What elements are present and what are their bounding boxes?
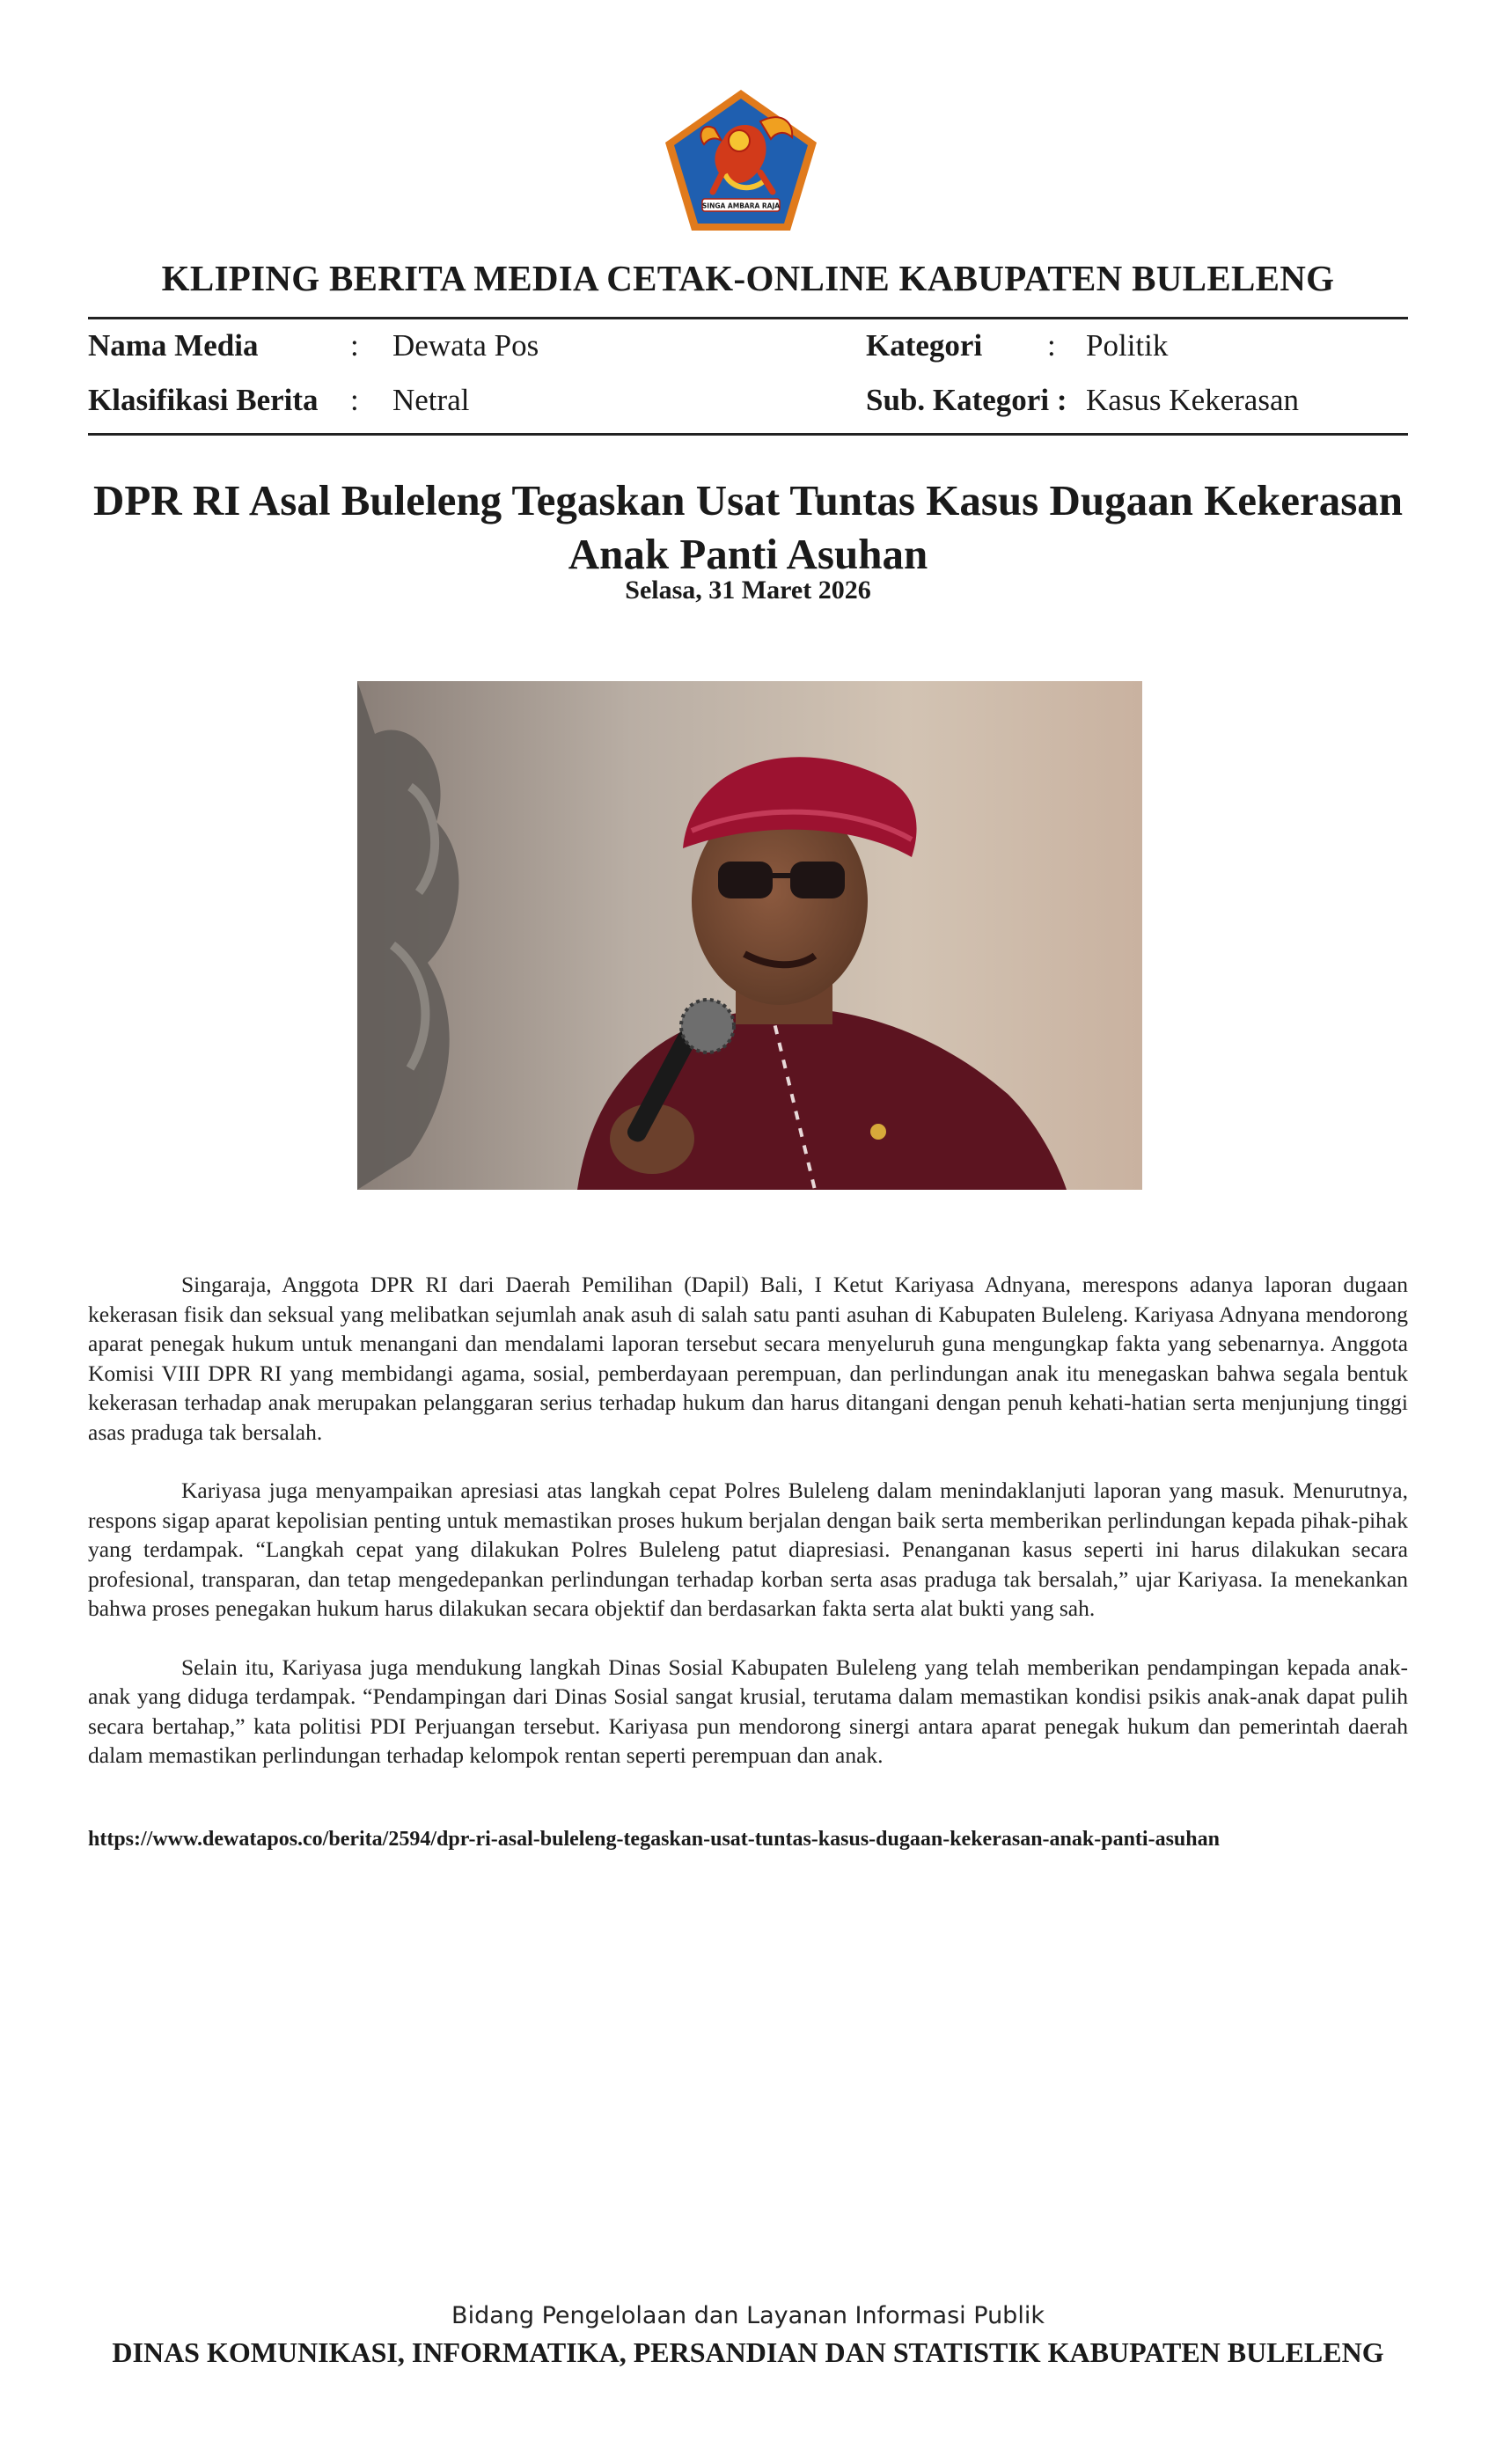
source-url-link[interactable]: https://www.dewatapos.co/berita/2594/dpr-ri-asal-buleleng-tegaskan-usat-tuntas-kasus-dugaan-kekerasan-anak-panti-asuhan [88, 1828, 1220, 1851]
article-title: DPR RI Asal Buleleng Tegaskan Usat Tuntas Kasus Dugaan Kekerasan Anak Panti Asuhan [92, 476, 1404, 578]
sep-klasifikasi: : [350, 383, 359, 417]
label-klasifikasi: Klasifikasi Berita [88, 383, 319, 417]
value-klasifikasi: Netral [392, 383, 470, 417]
article-paragraph: Singaraja, Anggota DPR RI dari Daerah Pemilihan (Dapil) Bali, I Ketut Kariyasa Adnyana, merespons adanya laporan dugaan kekerasan fisik dan seksual yang melibatkan sejumlah anak asuh di salah satu panti asuhan di Kabupaten Buleleng. Kariyasa Adnyana mendorong aparat penegak hukum untuk menangani dan mendalami laporan tersebut secara menyeluruh guna mengungkap fakta yang sebenarnya. Anggota Komisi VIII DPR RI yang membidangi agama, sosial, pemberdayaan perempuan, dan perlindungan anak itu menegaskan bahwa segala bentuk kekerasan terhadap anak merupakan pelanggaran serius terhadap hukum dan harus ditangani dengan penuh kehati-hatian serta menjunjung tinggi asas praduga tak bersalah. [88, 1272, 1408, 1445]
sep-nama-media: : [350, 328, 359, 363]
label-kategori: Kategori [866, 328, 983, 363]
footer-unit: Bidang Pengelolaan dan Layanan Informasi Publik [451, 2302, 1045, 2329]
sep-kategori: : [1047, 328, 1056, 363]
footer-agency: DINAS KOMUNIKASI, INFORMATIKA, PERSANDIAN DAN STATISTIK KABUPATEN BULELENG [112, 2336, 1384, 2368]
label-sub-kategori: Sub. Kategori : [866, 383, 1067, 417]
value-sub-kategori: Kasus Kekerasan [1086, 383, 1299, 417]
singa-ambara-raja-emblem-icon [662, 86, 820, 234]
label-nama-media: Nama Media [88, 328, 259, 363]
article-paragraph: Selain itu, Kariyasa juga mendukung langkah Dinas Sosial Kabupaten Buleleng yang telah memberikan pendampingan kepada anak-anak yang diduga terdampak. “Pendampingan dari Dinas Sosial sangat krusial, terutama dalam memastikan kondisi psikis anak-anak dapat pulih secara bertahap,” kata politisi PDI Perjuangan tersebut. Kariyasa pun mendorong sinergi antara aparat penegak hukum dan pemerintah daerah dalam memastikan perlindungan terhadap kelompok rentan seperti perempuan dan anak. [88, 1654, 1408, 1768]
article-body [88, 1270, 1408, 1800]
value-nama-media: Dewata Pos [392, 328, 539, 363]
article-paragraph: Kariyasa juga menyampaikan apresiasi atas langkah cepat Polres Buleleng dalam menindaklanjuti laporan yang masuk. Menurutnya, respons sigap aparat kepolisian penting untuk memastikan proses hukum berjalan dengan baik serta memberikan perlindungan kepada pihak-pihak yang terdampak. “Langkah cepat yang dilakukan Polres Buleleng patut diapresiasi. Penanganan kasus seperti ini harus dilakukan secara profesional, transparan, dan tetap mengedepankan perlindungan terhadap korban serta asas praduga tak bersalah,” ujar Kariyasa. Ia menekankan bahwa proses penegakan hukum harus dilakukan secara objektif dan berdasarkan fakta serta alat bukti yang sah. [88, 1478, 1408, 1621]
page-title: KLIPING BERITA MEDIA CETAK-ONLINE KABUPATEN BULELENG [161, 258, 1335, 298]
header-rule-top [88, 317, 1408, 319]
speaker-photo [357, 681, 1142, 1190]
value-kategori: Politik [1086, 328, 1169, 363]
svg-text:SINGA AMBARA RAJA: SINGA AMBARA RAJA [701, 202, 781, 210]
article-date: Selasa, 31 Maret 2026 [625, 576, 871, 605]
header-rule-bottom [88, 433, 1408, 436]
